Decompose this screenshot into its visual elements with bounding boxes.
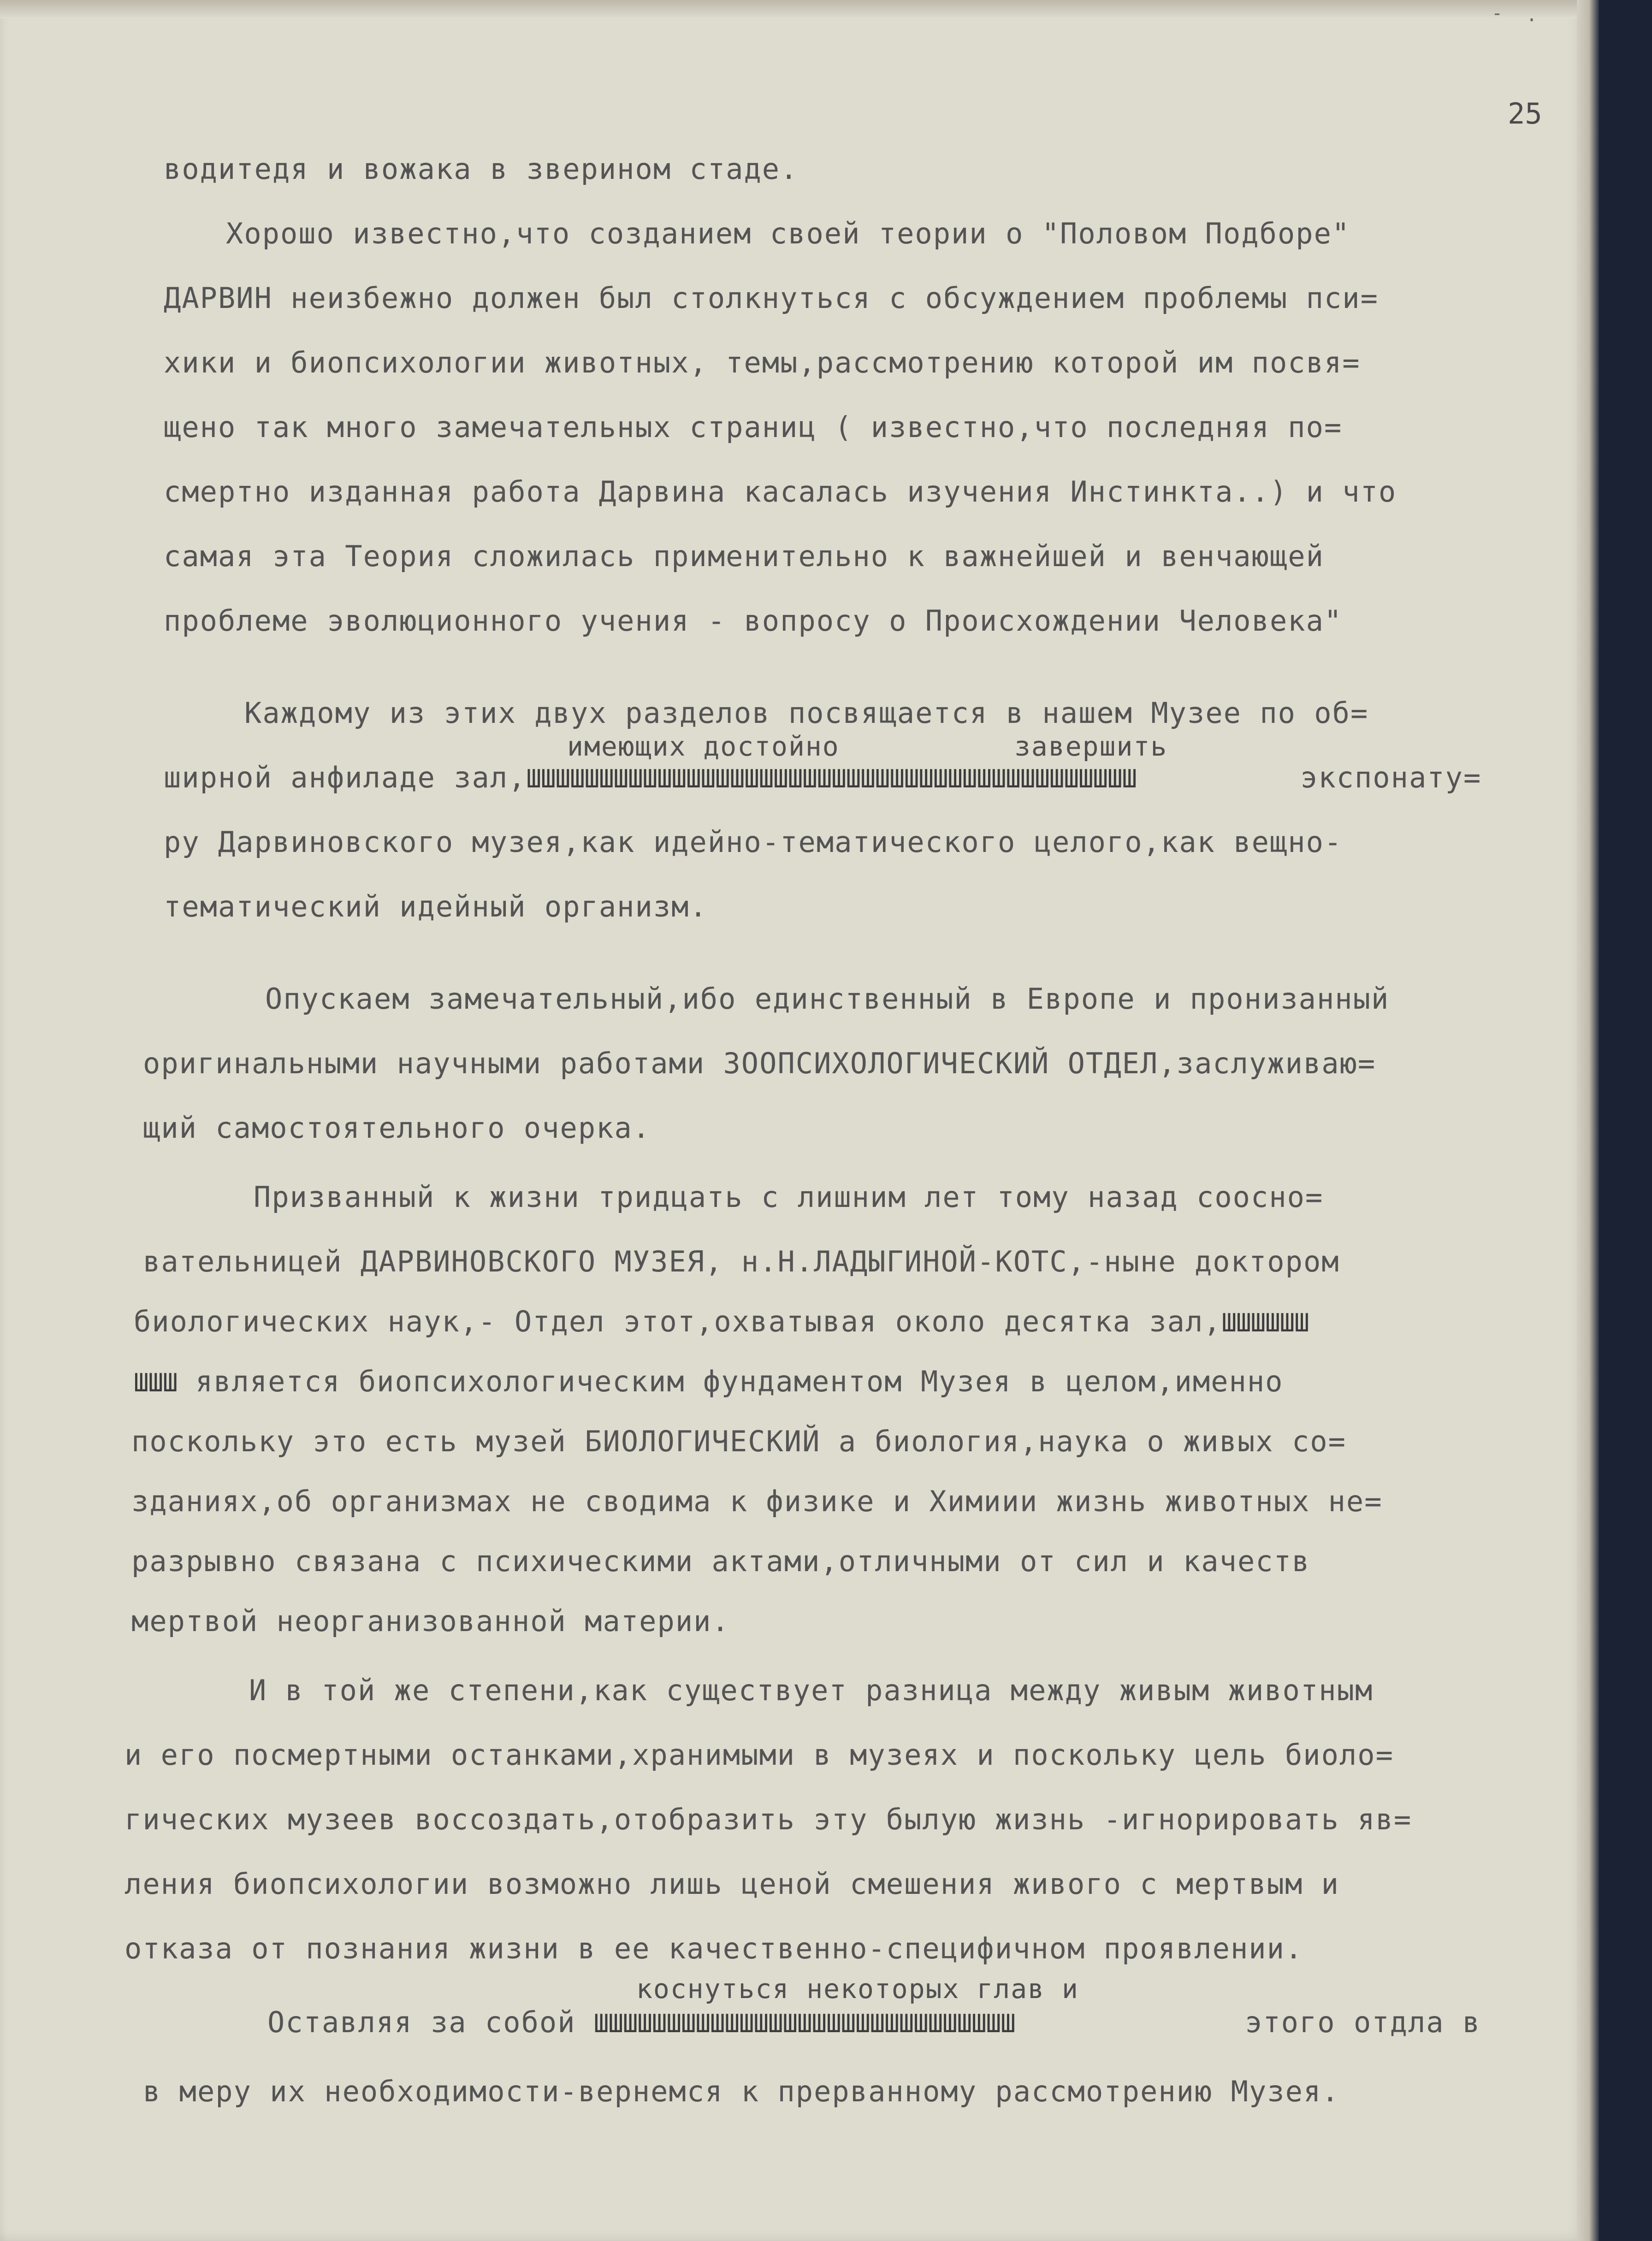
text-line [134,1305,1309,1338]
text-line: поскольку это есть музей БИОЛОГИЧЕСКИЙ а биология,наука о живых со= [131,1425,1346,1458]
text-fragment: ширной анфиладе зал, [164,761,527,794]
text-line: гических музеев воссоздать,отобразить эту былую жизнь -игнорировать яв= [124,1803,1412,1836]
text-fragment: Оставляя за собой [267,2005,576,2039]
text-line: этого отдла в [1245,2005,1481,2039]
page-right-edge [1577,0,1599,2241]
text-line: щено так много замечательных страниц ( известно,что последняя по= [164,410,1343,444]
text-line: отказа от познания жизни в ее качественно-специфичном проявлении. [124,1932,1303,1965]
text-line: щий самостоятельного очерка. [143,1111,651,1145]
handwritten-insertion: завершить [1014,731,1168,762]
handwritten-insertion: имеющих достойно [567,731,840,762]
page-number: 25 [1508,97,1542,130]
handwritten-insertion: коснуться некоторых глав и [636,1973,1079,2004]
text-line: мертвой неорганизованной материи. [131,1604,730,1638]
text-line: в меру их необходимости-вернемся к прерванному рассмотрению Музея. [143,2075,1340,2108]
strikeout: ШШШШШШШШШШШШШШШШШШШШШШШШШШШШШ [593,2009,1015,2038]
text-line: Каждому из этих двух разделов посвящается в нашем Музее по об= [244,696,1369,730]
text-line: ру Дарвиновского музея,как идейно-тематического целого,как вещно- [164,825,1343,859]
text-line: проблеме эволюционного учения - вопросу о Происхождении Человека" [164,604,1343,638]
text-line: хики и биопсихологии животных, темы,рассмотрению которой им посвя= [164,346,1361,379]
edge-mark: - [1492,3,1503,24]
text-line: зданиях,об организмах не сводима к физике и Химиии жизнь животных не= [131,1484,1383,1518]
page-top-edge [0,0,1588,18]
text-line: ДАРВИН неизбежно должен был столкнуться с обсуждением проблемы пси= [164,281,1379,315]
strikeout: ШШШШШШ [1221,1308,1309,1337]
text-line: оригинальными научными работами ЗООПСИХОЛОГИЧЕСКИЙ ОТДЕЛ,заслуживаю= [143,1047,1376,1080]
strikeout: ШШШШШШШШШШШШШШШШШШШШШШШШШШШШШШШШШШШШШШШШШШ [526,764,1137,793]
text-line: тематический идейный организм. [164,890,708,923]
text-fragment: биологических наук,- Отдел этот,охватывая около десятка зал, [134,1305,1222,1338]
text-line: разрывно связана с психическими актами,отличными от сил и качеств [131,1544,1310,1578]
text-line: Хорошо известно,что созданием своей теории о "Половом Подборе" [226,217,1350,250]
text-line: ления биопсихологии возможно лишь ценой смешения живого с мертвым и [124,1867,1339,1901]
text-line: водитедя и вожака в зверином стаде. [164,152,799,186]
edge-mark: . [1526,5,1538,26]
text-line: экспонату= [1300,761,1482,794]
strikeout: ШШШ [134,1368,178,1397]
text-fragment: является биопсихологическим фундаментом Музея в целом,именно [195,1365,1284,1398]
text-line: Призванный к жизни тридцать с лишним лет тому назад соосно= [254,1180,1324,1214]
text-line: смертно изданная работа Дарвина касалась изучения Инстинкта..) и что [164,475,1397,509]
text-line: И в той же степени,как существует разница между живым животным [249,1673,1374,1707]
text-line [164,761,1137,794]
text-line: и его посмертными останками,хранимыми в музеях и поскольку цель биоло= [124,1738,1394,1772]
text-line: вательницей ДАРВИНОВСКОГО МУЗЕЯ, н.Н.ЛАДЫГИНОЙ-КОТС,-ныне доктором [143,1245,1340,1278]
text-line: Опускаем замечательный,ибо единственный в Европе и пронизанный [265,982,1390,1016]
text-line [134,1365,1284,1398]
text-line: самая эта Теория сложилась применительно к важнейшей и венчающей [164,539,1324,573]
text-line [267,2005,1015,2039]
